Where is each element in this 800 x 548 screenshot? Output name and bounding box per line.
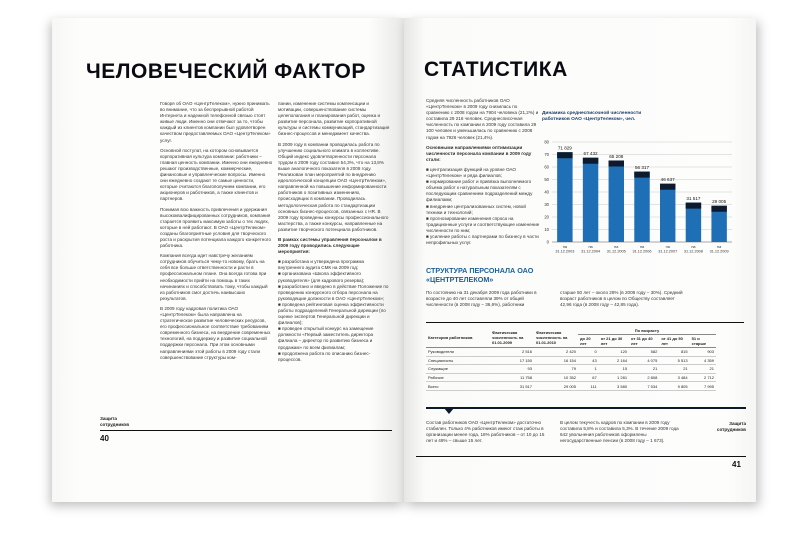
footer-rule — [416, 456, 746, 457]
list-item: ■ нормирование работ и привязка выполняемого объема работ к натуральным показателям с последующим сравнением подразделений между филиалами; — [426, 179, 533, 203]
table-cell: 0 — [578, 348, 599, 357]
y-tick-label: 10 — [544, 227, 549, 232]
footer-label: Защита сотрудников — [100, 416, 130, 427]
table-cell: Служащие — [426, 365, 490, 374]
table-cell: 21 — [690, 365, 716, 374]
page-number: 40 — [100, 434, 109, 443]
table-cell: 3 580 — [599, 382, 629, 391]
column-header: Фактическая численность на 01.01.2009 — [490, 327, 534, 348]
table-cell: 15 — [599, 365, 629, 374]
table-cell: 43 — [578, 356, 599, 365]
y-tick-label: 20 — [544, 214, 549, 220]
table-cell: 4 359 — [690, 356, 716, 365]
paragraph: Говоря об ОАО «ЦентрТелеком», нужно принимать во внимание, что за беспрерывной работой Интернета и надежной телефонной связью стоят живые люди. Именно они отвечают за то, чтобы каждый из клиентов компании был удовлетворен качеством предоставляемых ОАО «ЦентрТелеком» услуг. — [160, 101, 271, 143]
intro-column — [426, 98, 540, 246]
list-item: ■ организована «Школа эффективного руководителя» (для кадрового резерва); — [278, 271, 365, 283]
table-cell: 29 005 — [534, 382, 578, 391]
left-column-1 — [160, 101, 273, 365]
age-header: от 41 до 50 лет — [659, 335, 689, 348]
table-row — [426, 365, 716, 374]
bottom-text-right: В целом текучесть кадров по компании в 2009 году составила 5,8% и составила 5,3%. В течение 2009 года 642 увольнения работников оформлены негосударственные пенсии (в 2008 году – 1 673). — [560, 420, 679, 444]
y-tick-label: 30 — [544, 202, 549, 207]
table-cell: 67 — [578, 373, 599, 382]
bar-chart — [534, 124, 734, 264]
table-cell: Рабочие — [426, 373, 490, 382]
age-header: от 31 до 40 лет — [629, 335, 659, 348]
table-cell: 5 513 — [659, 356, 689, 365]
list-item: ■ проведен открытый конкурс на замещение должности «Первый заместитель директора филиала – директор по развитию бизнеса и продажам» по всем филиалам; — [278, 326, 374, 350]
x-tick-label: на 31.12.2003 — [555, 245, 575, 254]
bar — [557, 152, 572, 242]
table-cell: 11 758 — [490, 373, 534, 382]
x-tick-label: на 31.12.2008 — [683, 245, 703, 254]
magazine-spread — [52, 18, 756, 502]
y-tick-label: 70 — [544, 152, 549, 157]
bar-top — [609, 160, 624, 166]
bar-top — [660, 184, 675, 190]
data-label: 67 432 — [583, 151, 598, 157]
personnel-table — [426, 327, 716, 391]
left-column-2 — [278, 101, 391, 363]
footer-rule — [100, 430, 392, 431]
age-header: от 21 до 30 лет — [599, 335, 629, 348]
list-item: ■ централизация функций на уровне ОАО «ЦентрТелеком» и ряда филиалов; — [426, 166, 516, 179]
table-row — [426, 348, 716, 357]
table-cell: 31 517 — [490, 382, 534, 391]
table-cell: 21 — [629, 365, 659, 374]
structure-text-left: По состоянию на 31 декабря 2009 года работники в возрасте до 40 лет составляли 39% от общей численности (в 2008 году – 36,6%), работники — [426, 290, 537, 308]
page-title: СТАТИСТИКА — [424, 58, 568, 81]
subheading: Основными направлениями оптимизации численности персонала компании в 2009 году стали: — [426, 144, 532, 162]
table-header-row — [426, 327, 716, 335]
table-cell: 3 484 — [659, 373, 689, 382]
bar — [609, 160, 624, 242]
list-item: ■ прогнозирование изменения спроса на традиционные услуги и соответствующее изменение численности по ним; — [426, 215, 540, 233]
column-header: Фактическая численность на 01.01.2010 — [534, 327, 578, 348]
data-label: 29 005 — [712, 199, 727, 205]
table-cell: 120 — [599, 348, 629, 357]
data-label: 46 637 — [660, 177, 675, 183]
x-tick-label: на 31.12.2007 — [658, 245, 678, 254]
y-tick-label: 40 — [544, 189, 549, 195]
paragraph: Компания всегда идет навстречу желаниям сотрудников обучиться чему-то новому, брать на себя все больше ответственности и расти в профессиональном плане. Она всегда готова при необходимости прийти на помощь в таких начинаниях и способствовать тому, чтобы каждый из работников смог достичь наивысших результатов. — [160, 253, 268, 301]
column-header: По возрасту — [578, 327, 716, 335]
paragraph: пании, изменение системы компенсации и мотивации, совершенствование системы целеполагания и планирования работ, оценка и развитие персонала, развитие корпоративной культуры и системы коммуникаций, стандартизация бизнес-процессов и менеджмент качества. — [278, 101, 390, 137]
table-cell: 93 — [490, 365, 534, 374]
age-header: 51 и старше — [690, 335, 716, 348]
footer-label: Защита сотрудников — [716, 421, 746, 432]
data-label: 65 208 — [609, 153, 624, 159]
table-cell: 4 075 — [629, 356, 659, 365]
table-cell: 1 — [578, 365, 599, 374]
y-tick-label: 50 — [544, 177, 549, 182]
bar — [634, 172, 649, 242]
table-cell: 1 281 — [599, 373, 629, 382]
table-cell: 903 — [690, 348, 716, 357]
right-page — [404, 18, 756, 502]
table-row — [426, 373, 716, 382]
bar — [583, 158, 598, 242]
table-cell: 21 — [659, 365, 689, 374]
bar — [660, 184, 675, 242]
list-item: ■ внедрение централизованных систем, новой техники и технологий; — [426, 203, 526, 215]
data-label: 56 317 — [634, 165, 650, 171]
list-item: ■ разработана и утверждена программа внутреннего аудита СМК на 2009 год; — [278, 259, 365, 271]
x-tick-label: на 31.12.2005 — [606, 245, 626, 254]
table-cell: 79 — [534, 365, 578, 374]
bar-top — [634, 172, 649, 178]
table-cell: 2 420 — [534, 348, 578, 357]
table-cell: Всего — [426, 382, 490, 391]
page-title: ЧЕЛОВЕЧЕСКИЙ ФАКТОР — [86, 60, 366, 83]
data-label: 71 829 — [557, 145, 572, 151]
callout-pointer — [444, 408, 454, 414]
table-cell: 582 — [629, 348, 659, 357]
table-cell: 111 — [578, 382, 599, 391]
table-cell: 17 150 — [490, 356, 534, 365]
bar-top — [711, 206, 726, 212]
bar-top — [557, 152, 572, 158]
table-top-rule — [426, 322, 744, 323]
column-header: Категория работников — [426, 327, 490, 348]
paragraph: В 2009 году кадровая политика ОАО «ЦентрТелеком» была направлена на стратегическое развитие человеческих ресурсов, его профессиональное соответствие требованиям современного бизнеса, на внедрение современных технологий, на поддержку и развитие социальной поддержки персонала. При этом основными направлениями этой работы в 2009 году стали совершенствование структуры ком- — [160, 305, 271, 360]
bar-top — [583, 158, 598, 164]
x-tick-label: на 31.12.2009 — [709, 245, 729, 254]
section-heading: СТРУКТУРА ПЕРСОНАЛА ОАО «ЦЕНТРТЕЛЕКОМ» — [426, 266, 534, 284]
page-number: 41 — [732, 460, 741, 469]
table-cell: 10 352 — [534, 373, 578, 382]
age-header: до 20 лет — [578, 335, 599, 348]
paragraph: Понимая всю важность привлечения и удержания высококвалифицированных сотрудников, компания старается проявить максимум заботы о тех людях, которые в ней работают. В ОАО «ЦентрТелеком» созданы благоприятные условия для творческого роста и раскрытия потенциала каждого конкретного работника. — [160, 206, 272, 249]
table-row — [426, 356, 716, 365]
table-cell: 2 516 — [490, 348, 534, 357]
table-cell: 2 712 — [690, 373, 716, 382]
y-tick-label: 80 — [544, 139, 549, 145]
x-tick-label: на 31.12.2004 — [581, 245, 601, 254]
list-item: ■ разработано и введено в действие Положение по проведению конкурсного отбора персонала на руководящие должности в ОАО «ЦентрТелеком»; — [278, 283, 389, 301]
paragraph: В 2009 году в компании проводилась работа по улучшению социального климата в коллективе. Общий индекс удовлетворенности персонала трудом в 2009 году составил 54,3%, что на 13,8% выше аналогичного показателя в 2008 году. Реализован план мероприятий по внедрению идеологической концепции ОАО «ЦентрТелеком», направленной на повышение информированности работников о позитивных изменениях, происходящих в компании. Проводилась методологическая работа по стандартизации основных бизнес-процессов, связанных с HR. В 2009 году проведены конкурсы профессионального мастерства, а также конкурсы, направленные на развитие творческого потенциала работников. — [278, 141, 389, 232]
table-cell: 2 808 — [629, 373, 659, 382]
table-cell: 7 534 — [629, 382, 659, 391]
chart-title: Динамика среднесписочной численности работников ОАО «ЦентрТелеком», чел. — [542, 111, 642, 122]
table-cell: 16 154 — [534, 356, 578, 365]
table-cell: 7 995 — [690, 382, 716, 391]
structure-text-right: старше 50 лет – около 28% (в 2008 году – 30%). Средний возраст работников в целом по Обществу составляет 42,96 года (в 2008 году – 42,85 года). — [560, 290, 683, 308]
left-page — [52, 18, 404, 502]
list-item: ■ усиление работы с партнерами по бизнесу в части непрофильных услуг. — [426, 233, 539, 246]
callout-bar — [426, 407, 746, 409]
table-row — [426, 382, 716, 391]
table-cell: Руководители — [426, 348, 490, 357]
y-tick-label: 0 — [546, 239, 549, 245]
subheading: В рамках системы управления персоналом в 2009 году проводились следующие мероприятия: — [278, 236, 382, 255]
bottom-text-left: Состав работников ОАО «ЦентрТелеком» достаточно стабилен. Только 4% работников имеют стаж работы в организации менее года, 18% работников – от 10 до 15 лет и 48% – свыше 15 лет. — [426, 420, 545, 444]
paragraph: Основной постулат, на котором основывается корпоративная культура компании: работники – главная ценность компании. Именно они ежедневно решают производственные, коммерческие, финансовые и управленческие вопросы. Именно они ежедневно создают те самые ценности, которые считаются благополучием компании, его акционеров и работников, а также клиентов и партнеров. — [160, 147, 273, 202]
list-item: ■ проведена рейтинговая оценка эффективности работы подразделений Генеральной дирекции (по оценке экспертов Генеральной дирекции и филиалов); — [278, 301, 386, 326]
bar-top — [686, 203, 701, 209]
table-cell: 815 — [659, 348, 689, 357]
x-tick-label: на 31.12.2006 — [632, 245, 652, 254]
table-cell: Специалисты — [426, 356, 490, 365]
data-label: 31 517 — [686, 196, 701, 202]
paragraph: Средняя численность работников ОАО «ЦентрТелеком» в 2009 году снизилась по сравнению с 2008 годом на 7904 человека (21,2%) и составила 29 216 человек. Среднесписочная численность по компании в 2009 году составила 29 100 человек и уменьшилась по сравнению с 2008 годом на 7926 человек (21,4%). — [426, 98, 539, 140]
table-cell: 2 164 — [599, 356, 629, 365]
y-tick-label: 60 — [544, 164, 549, 170]
table-cell: 9 805 — [659, 382, 689, 391]
list-item: ■ продолжена работа по описанию бизнес-процессов. — [278, 350, 371, 362]
